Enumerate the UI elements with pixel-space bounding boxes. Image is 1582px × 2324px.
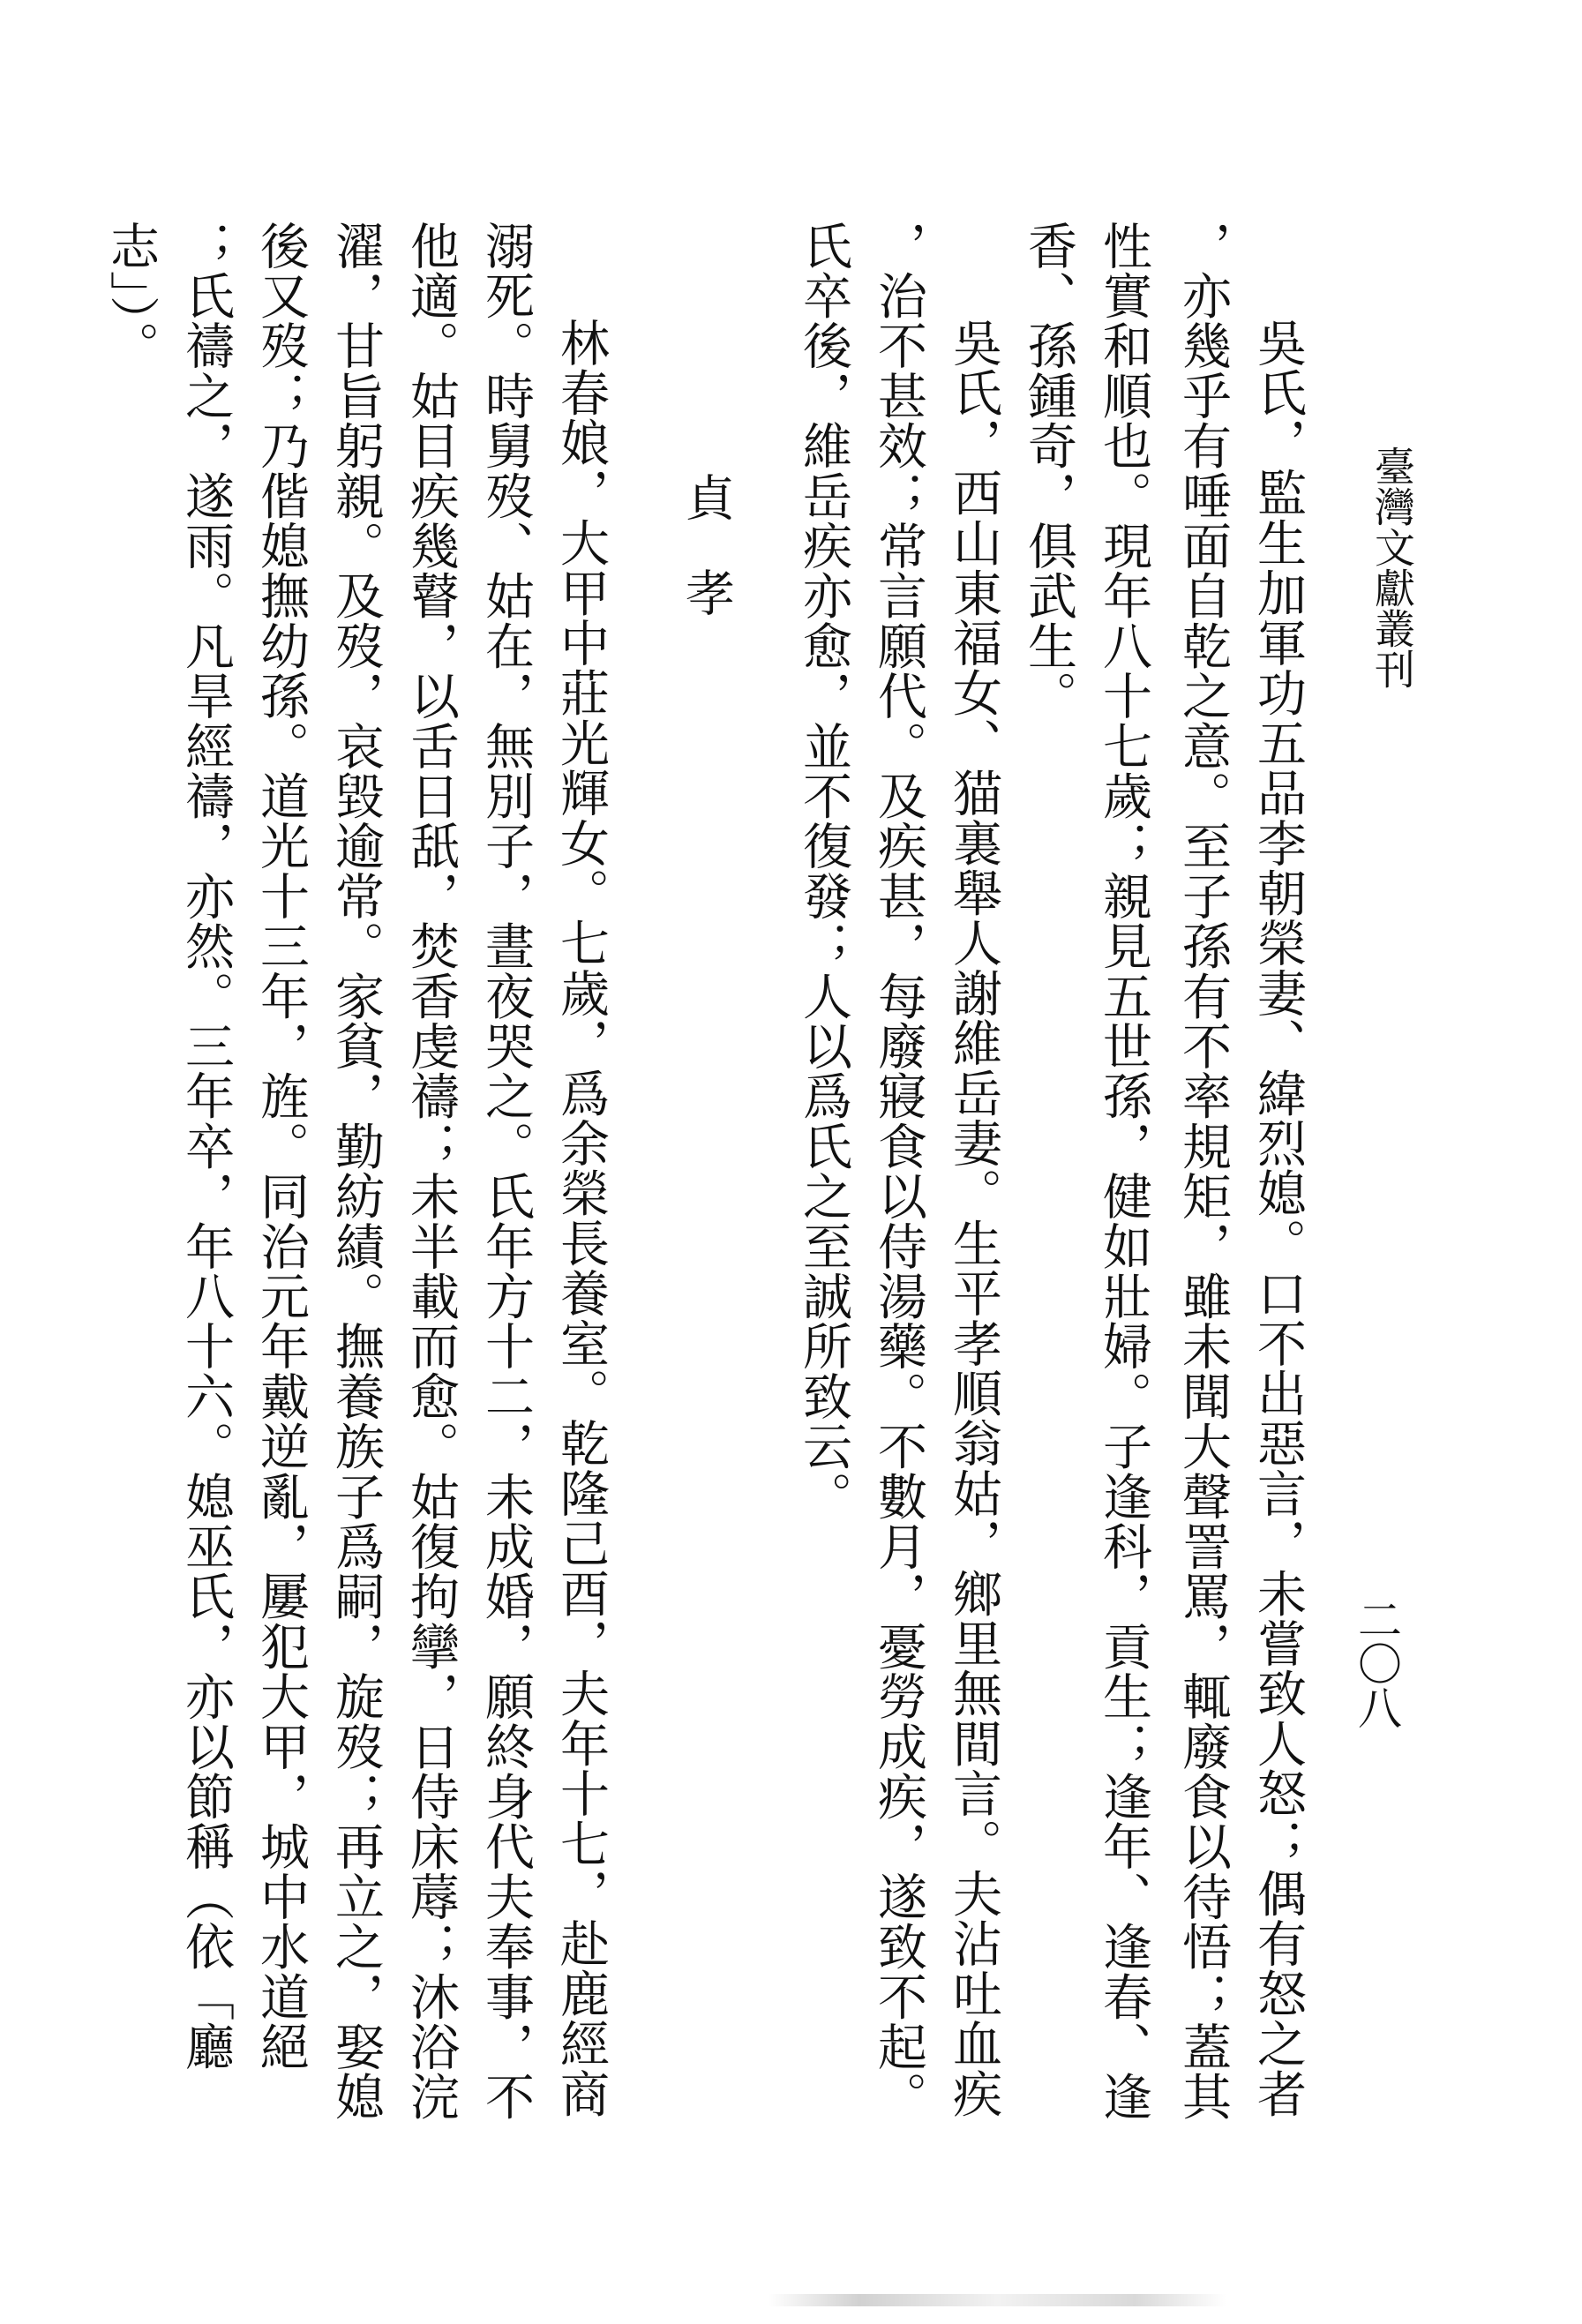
text-column: 林春娘，大甲中莊光輝女。七歲，爲余榮長養室。乾隆己酉，夫年十七，赴鹿經商 xyxy=(552,318,610,2119)
text-column: ；氏禱之，遂雨。凡旱經禱，亦然。三年卒，年八十六。媳巫氏，亦以節稱（依「廳 xyxy=(177,221,235,2072)
scan-smudge xyxy=(768,2294,1226,2306)
text-column: ，治不甚效；常言願代。及疾甚，每廢寢食以侍湯藥。不數月，憂勞成疾，遂致不起。 xyxy=(870,221,927,2122)
text-column: 志」）。 xyxy=(102,221,160,371)
text-column: 吳氏，西山東福女、猫裏舉人謝維岳妻。生平孝順翁姑，鄉里無間言。夫沾吐血疾 xyxy=(945,318,1002,2119)
text-column: 濯，甘旨躬親。及歿，哀毀逾常。家貧，勤紡績。撫養族子爲嗣，旋歿；再立之，娶媳 xyxy=(327,221,385,2122)
text-column: 氏卒後，維岳疾亦愈，並不復發；人以爲氏之至誠所致云。 xyxy=(795,221,852,1522)
series-title: 臺灣文獻叢刊 xyxy=(1368,446,1416,689)
page-number: 二〇八 xyxy=(1351,1597,1402,1729)
section-title: 貞孝 xyxy=(678,472,735,663)
text-column: 後又歿；乃偕媳撫幼孫。道光十三年，旌。同治元年戴逆亂，屢犯大甲，城中水道絕 xyxy=(252,221,310,2072)
text-column: 香、孫鍾奇，俱武生。 xyxy=(1020,221,1077,721)
text-column: ，亦幾乎有唾面自乾之意。至子孫有不率規矩，雖未聞大聲詈罵，輒廢食以待悟；蓋其 xyxy=(1174,221,1232,2122)
text-column: 性實和順也。現年八十七歲；親見五世孫，健如壯婦。子逢科，貢生；逢年、逢春、逢 xyxy=(1095,221,1152,2122)
text-column: 吳氏，監生加軍功五品李朝榮妻、緯烈媳。口不出惡言，未嘗致人怒；偶有怒之者 xyxy=(1249,318,1307,2119)
text-column: 溺死。時舅歿、姑在，無別子，晝夜哭之。氏年方十二，未成婚，願終身代夫奉事，不 xyxy=(477,221,535,2122)
text-column: 他適。姑目疾幾瞽，以舌日舐，焚香虔禱；未半載而愈。姑復拘攣，日侍床蓐；沐浴浣 xyxy=(402,221,460,2122)
